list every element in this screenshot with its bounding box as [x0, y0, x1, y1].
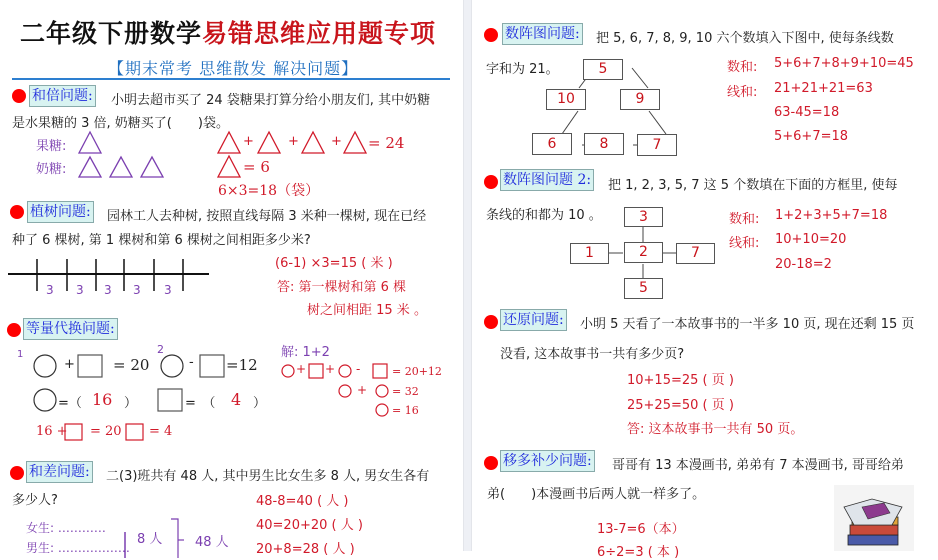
fill-in-label: =（: [58, 396, 82, 411]
answer-line: 13-7=6（本）: [597, 522, 685, 537]
problem-text: 小明 5 天看了一本故事书的一半多 10 页, 现在还剩 15 页: [580, 317, 915, 332]
fruit-candy-label: 果糖:: [36, 139, 67, 154]
solution-line: = 20+12: [392, 365, 442, 378]
bullet-icon: [7, 323, 21, 337]
line-sum-label: 线和:: [727, 85, 758, 100]
answer-line: 40=20+20 ( 人 ): [256, 518, 363, 533]
answer-line: 答: 这本故事书一共有 50 页。: [627, 422, 804, 437]
bullet-icon: [10, 466, 24, 480]
answer-line: 20+8=28 ( 人 ): [256, 542, 355, 557]
girls-bar-label: 女生: …………: [26, 521, 106, 535]
number-box-left: 1: [570, 243, 609, 264]
answer-line: (6-1) ×3=15 ( 米 ): [275, 256, 393, 271]
solution-title: 解: 1+2: [281, 345, 330, 360]
plus-sign: +: [288, 134, 299, 149]
title-black-part: 二年级下册数学: [20, 19, 203, 48]
solution-line: = 32: [392, 385, 419, 398]
problem-text: 没看, 这本故事书一共有多少页?: [500, 347, 685, 362]
answer-line: 6÷2=3 ( 本 ): [597, 545, 680, 560]
calc-line: 16 +: [36, 424, 68, 439]
problem-text: 把 1, 2, 3, 5, 7 这 5 个数填在下面的方框里, 使每: [608, 178, 898, 193]
boys-bar-label: 男生: ………………: [26, 541, 130, 555]
section-label-sum-multiple: 和倍问题:: [29, 85, 96, 107]
number-box-top: 5: [583, 59, 623, 80]
bullet-icon: [484, 175, 498, 189]
books-icon: [834, 485, 914, 551]
minus-sign: -: [356, 362, 361, 376]
left-page: [0, 0, 463, 557]
answer-line: 6×3=18（袋）: [218, 183, 320, 199]
minus-sign: -: [189, 355, 194, 370]
calc-line: 20-18=2: [775, 257, 832, 272]
gap-label: 3: [104, 283, 112, 297]
answer-line: 25+25=50 ( 页 ): [627, 398, 734, 413]
sum-label: 数和:: [727, 60, 758, 75]
calc-line: = 20: [90, 424, 122, 439]
gap-label: 3: [76, 283, 84, 297]
problem-text: 多少人?: [12, 493, 58, 508]
problem-text: 园林工人去种树, 按照直线每隔 3 米种一棵树, 现在已经: [107, 209, 427, 224]
difference-label: 8 人: [137, 532, 163, 547]
problem-text: 种了 6 棵树, 第 1 棵树和第 6 棵树之间相距多少米?: [12, 233, 311, 248]
section-label-number-array-2: 数阵图问题 2:: [500, 169, 594, 191]
line-sum-calc: 10+10=20: [775, 232, 847, 247]
sum-calc: 1+2+3+5+7=18: [775, 208, 888, 223]
equation-result: = 24: [368, 134, 405, 152]
problem-text: 是水果糖的 3 倍, 奶糖买了( )袋。: [12, 116, 229, 131]
line-sum-label: 线和:: [729, 236, 760, 251]
sum-label: 数和:: [729, 212, 760, 227]
calc-line: 63-45=18: [774, 105, 840, 120]
number-box-bottom-right: 7: [637, 134, 677, 156]
number-box-right: 7: [676, 243, 715, 264]
problem-text: 字和为 21。: [486, 62, 559, 77]
problem-text: 弟( )本漫画书后两人就一样多了。: [487, 487, 706, 502]
plus-sign: +: [296, 362, 307, 376]
bullet-icon: [484, 28, 498, 42]
plus-sign: +: [243, 134, 254, 149]
square-answer: 4: [231, 390, 242, 409]
section-label-number-array: 数阵图问题:: [502, 23, 583, 45]
circle-answer: 16: [92, 390, 113, 409]
fill-in-label: = （: [185, 396, 216, 411]
section-label-substitution: 等量代换问题:: [23, 318, 118, 340]
gap-label: 3: [133, 283, 141, 297]
answer-line: 10+15=25 ( 页 ): [627, 373, 734, 388]
problem-text: 小明去超市买了 24 袋糖果打算分给小朋友们, 其中奶糖: [111, 93, 431, 108]
bullet-icon: [484, 315, 498, 329]
triangle-diagram: [78, 131, 208, 181]
plus-sign: +: [357, 383, 368, 397]
gap-label: 3: [164, 283, 172, 297]
section-label-move-more-fill-less: 移多补少问题:: [500, 450, 595, 472]
item-number: 2: [157, 343, 164, 356]
calc-line: = 4: [149, 424, 173, 439]
section-label-restore: 还原问题:: [500, 309, 567, 331]
problem-text: 哥哥有 13 本漫画书, 弟弟有 7 本漫画书, 哥哥给弟: [612, 458, 904, 473]
red-squares: [64, 423, 204, 443]
fill-in-label: ）: [253, 396, 267, 411]
number-box-bottom: 5: [624, 278, 663, 299]
bullet-icon: [12, 89, 26, 103]
tree-line-diagram: [7, 257, 217, 297]
problem-text: 二(3)班共有 48 人, 其中男生比女生多 8 人, 男女生各有: [106, 469, 430, 484]
books-illustration: [834, 485, 914, 551]
answer-line: 答: 第一棵树和第 6 棵: [277, 280, 407, 295]
equation-result: = 6: [243, 158, 270, 176]
number-box-center: 2: [624, 242, 663, 263]
title-red-part: 易错思维应用题专项: [202, 19, 437, 48]
header-divider: [12, 78, 450, 80]
problem-text: 条线的和都为 10 。: [486, 208, 602, 223]
item-number: 1: [17, 349, 24, 360]
bullet-icon: [484, 456, 498, 470]
gap-label: 3: [46, 283, 54, 297]
problem-text: 把 5, 6, 7, 8, 9, 10 六个数填入下图中, 使每条线数: [596, 31, 894, 46]
total-label: 48 人: [195, 535, 229, 550]
plus-sign: +: [64, 357, 75, 372]
equation-result: =12: [226, 356, 258, 374]
right-page: [472, 0, 938, 560]
plus-sign: +: [325, 362, 336, 376]
bullet-icon: [10, 205, 24, 219]
page-subtitle: 【期末常考 思维散发 解决问题】: [108, 59, 359, 78]
section-label-tree-planting: 植树问题:: [27, 201, 94, 223]
plus-sign: +: [331, 134, 342, 149]
milk-candy-label: 奶糖:: [36, 162, 67, 177]
line-sum-calc: 21+21+21=63: [774, 81, 873, 96]
equation-result: = 20: [113, 356, 150, 374]
section-label-sum-difference: 和差问题:: [26, 461, 93, 483]
page-divider: [463, 0, 472, 551]
number-box-bottom-left: 6: [532, 133, 572, 155]
answer-line: 树之间相距 15 米 。: [307, 303, 427, 318]
page-title: [20, 14, 436, 50]
number-box-top: 3: [624, 207, 663, 227]
solution-line: = 16: [392, 404, 419, 417]
number-box-mid-left: 10: [546, 89, 586, 110]
number-box-bottom-middle: 8: [584, 133, 624, 155]
fill-in-label: ）: [124, 396, 138, 411]
calc-line: 5+6+7=18: [774, 129, 849, 144]
answer-line: 48-8=40 ( 人 ): [256, 494, 349, 509]
number-box-mid-right: 9: [620, 89, 660, 110]
sum-calc: 5+6+7+8+9+10=45: [774, 56, 914, 71]
